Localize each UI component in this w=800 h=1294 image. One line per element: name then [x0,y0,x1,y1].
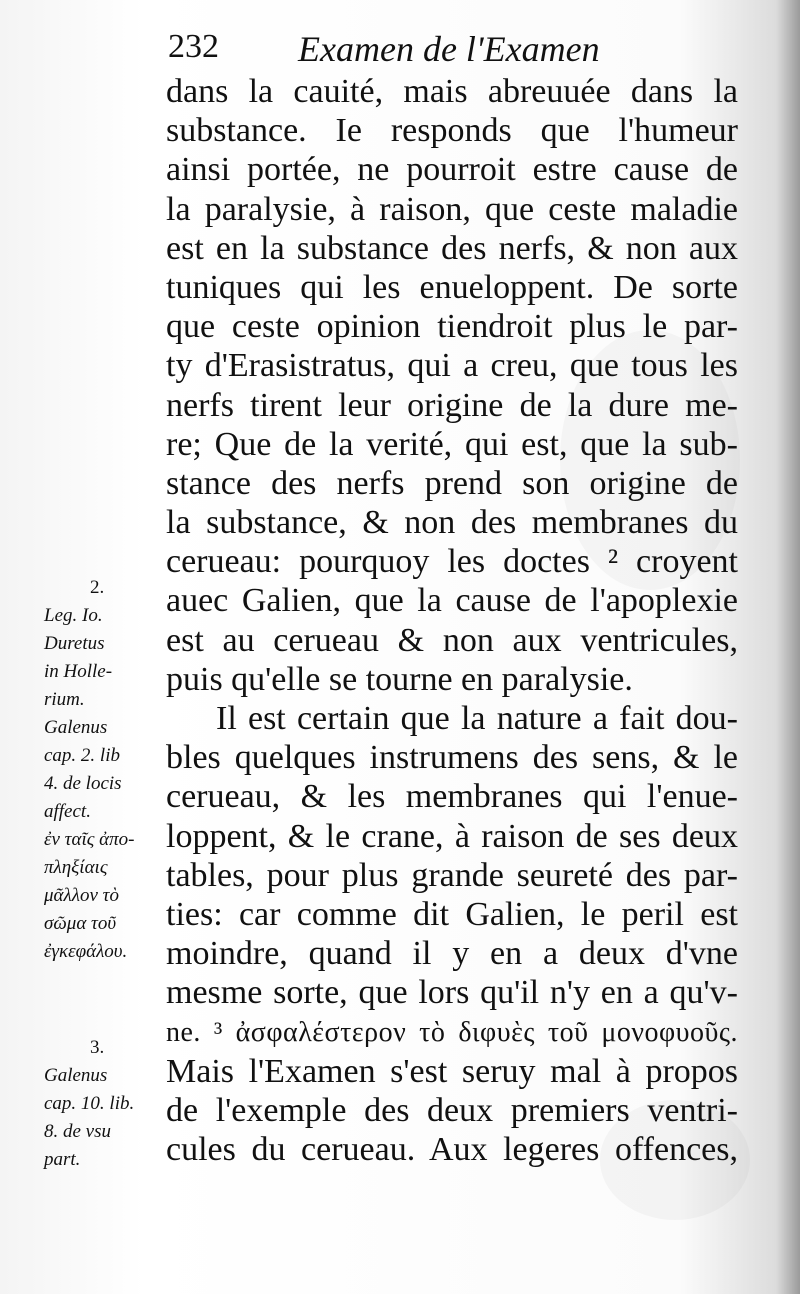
page-number: 232 [168,28,219,65]
text-line: tables, pour plus grande seureté des par- [166,856,738,894]
text-line: de l'exemple des deux premiers ventri- [166,1091,738,1129]
text-line: cerueau, & les membranes qui l'enue- [166,778,738,816]
margin-note-line: Galenus [44,1065,108,1086]
text-line: dans la cauité, mais abreuuée dans la [166,73,738,110]
margin-note-line: Galenus [44,717,108,738]
text-line: ty d'Erasistratus, qui a creu, que tous les [166,347,738,385]
text-line: mesme sorte, que lors qu'il n'y en a qu'v- [166,974,738,1012]
greek-quotation-line: ne. ³ ἀσφαλέστερον τὸ διφυὲς τοῦ μονοφυοῦς. [166,1016,738,1048]
text-line: puis qu'elle se tourne en paralysie. [166,660,633,698]
margin-note-greek: μᾶλλον τὸ [44,885,119,906]
text-line: substance. Ie responds que l'humeur [166,112,738,150]
main-text [166,72,738,1169]
text-line: cerueau: pourquoy les doctes ² croyent [166,543,738,581]
text-line: bles quelques instrumens des sens, & le [166,739,738,777]
text-line: ainsi portée, ne pourroit estre cause de [166,151,738,189]
margin-spacer [44,966,164,1034]
text-line: Il est certain que la nature a fait dou- [216,700,738,737]
text-line: est au cerueau & non aux ventricules, [166,621,738,659]
margin-note-line: cap. 10. lib. [44,1093,135,1114]
margin-note-greek: ἐγκεφάλου. [44,941,128,962]
margin-note-line: Leg. Io. [44,605,103,626]
margin-note-greek: σῶμα τοῦ [44,913,117,934]
text-line: nerfs tirent leur origine de la dure me- [166,386,738,424]
margin-note-greek: πληξίαις [44,857,108,878]
text-line: la substance, & non des membranes du [166,504,738,542]
note-number: 2. [90,577,105,598]
text-line: stance des nerfs prend son origine de [166,464,738,502]
text-line: auec Galien, que la cause de l'apoplexie [166,582,738,620]
margin-note-greek: ἐν ταῖς ἀπο- [44,829,135,850]
running-head: Examen de l'Examen [298,29,600,69]
margin-note-line: 4. de locis [44,773,122,794]
margin-note-line: in Holle- [44,661,113,682]
text-line: Mais l'Examen s'est seruy mal à propos [166,1052,738,1090]
margin-note-line: cap. 2. lib [44,745,120,766]
margin-note-line: rium. [44,689,85,710]
text-line: ties: car comme dit Galien, le peril est [166,895,738,933]
text-line: que ceste opinion tiendroit plus le par- [166,308,738,346]
text-line: cules du cerueau. Aux legeres offences, [166,1131,738,1169]
page-header [168,28,638,78]
margin-note-line: part. [44,1149,81,1170]
text-line: loppent, & le crane, à raison de ses deux [166,817,738,855]
text-line: re; Que de la verité, qui est, que la sub- [166,425,738,463]
margin-note-line: affect. [44,801,91,822]
note-number: 3. [90,1037,105,1058]
margin-notes [44,574,164,1174]
margin-note-line: Duretus [44,633,105,654]
text-line: tuniques qui les enueloppent. De sorte [166,268,738,306]
text-line: est en la substance des nerfs, & non aux [166,229,738,267]
text-line: moindre, quand il y en a deux d'vne [166,935,738,973]
margin-note-line: 8. de vsu [44,1121,112,1142]
text-line: la paralysie, à raison, que ceste maladie [166,190,738,228]
